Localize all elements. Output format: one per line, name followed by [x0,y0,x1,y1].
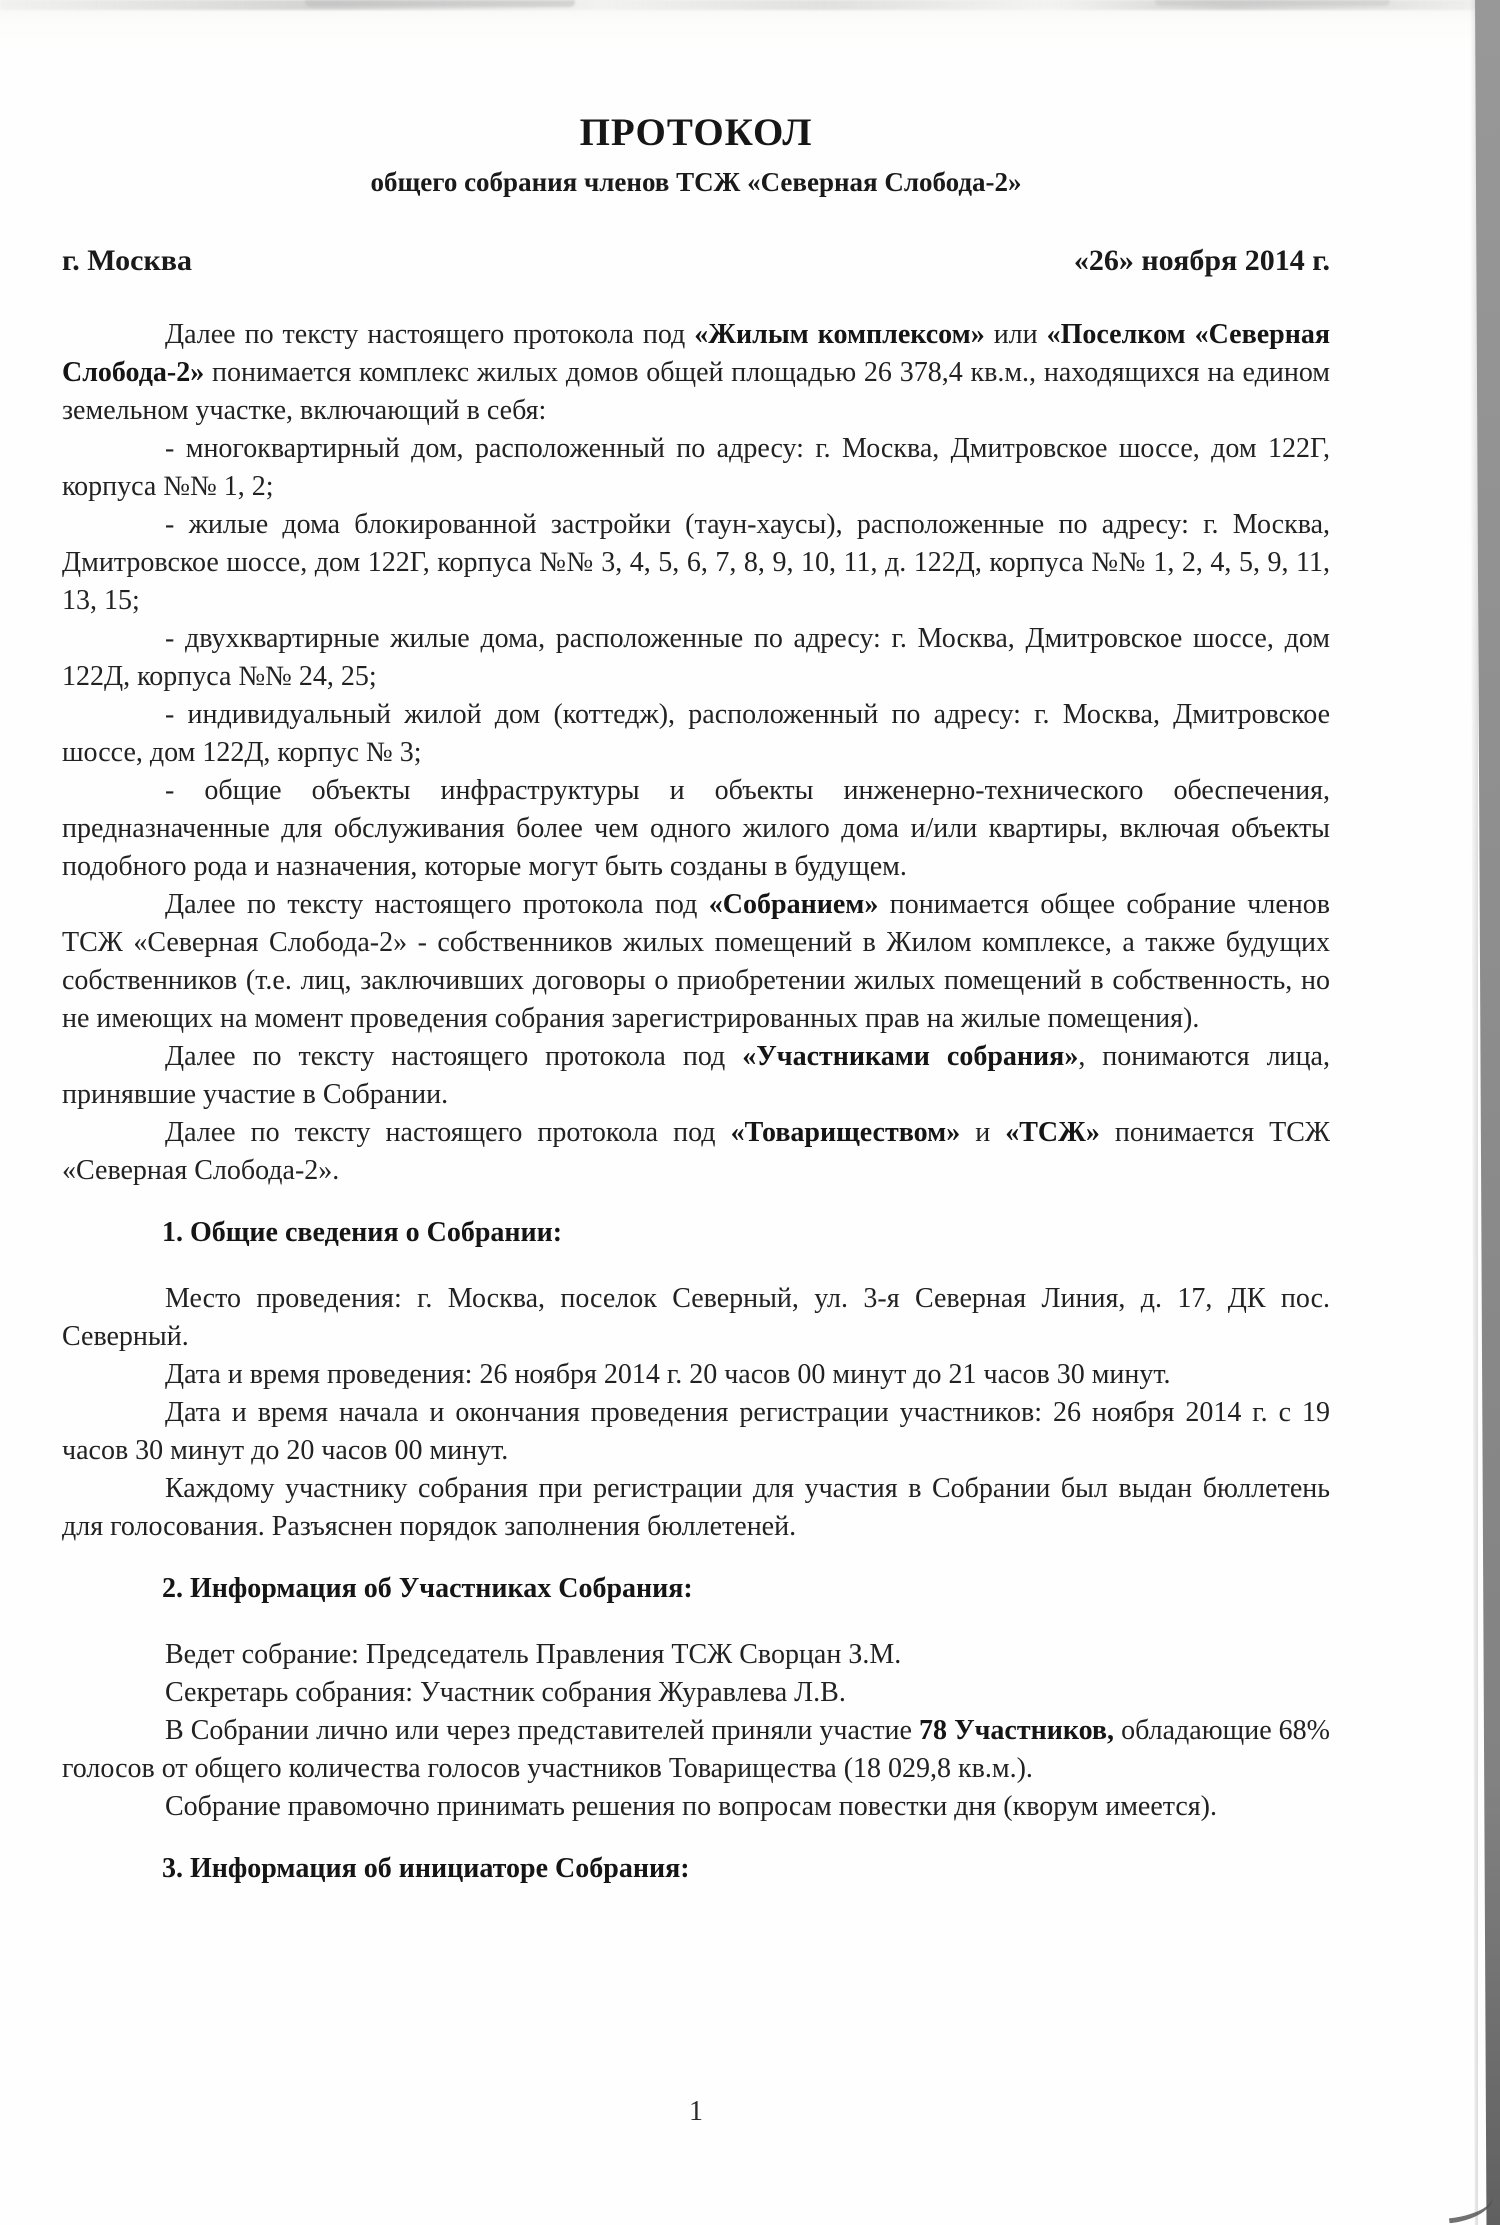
paragraph [62,1280,1330,1356]
paragraph [62,772,1330,886]
paragraph [62,886,1330,1038]
text-run: - жилые дома блокированной застройки (таун-хаусы), расположенные по адресу: г. Москва, Дмитровское шоссе, дом 122Г, корпуса №№ 3, 4, 5, 6, 7, 8, 9, 10, 11, д. 122Д, корпуса №№ 1, 2, 4, 5, 9, 11, 13, 15; [62,509,1330,616]
paragraph [62,696,1330,772]
paragraph [62,316,1330,430]
text-run: 1. Общие сведения о Собрании: [162,1217,563,1248]
document-content [62,0,1330,1916]
text-run: - индивидуальный жилой дом (коттедж), расположенный по адресу: г. Москва, Дмитровское шоссе, дом 122Д, корпус № 3; [62,699,1330,768]
paragraph [62,1114,1330,1190]
text-run: Каждому участнику собрания при регистрации для участия в Собрании был выдан бюллетень для голосования. Разъяснен порядок заполнения бюллетеней. [62,1473,1330,1542]
text-run: понимается ТСЖ «Северная Слобода-2». [62,1117,1330,1186]
text-run: Секретарь собрания: Участник собрания Журавлева Л.В. [165,1677,846,1708]
text-run: или [984,319,1047,350]
text-run: Далее по тексту настоящего протокола под [165,889,709,920]
text-run: понимается комплекс жилых домов общей площадью 26 378,4 кв.м., находящихся на едином земельном участке, включающий в себя: [62,357,1330,426]
text-run: «ТСЖ» [1005,1117,1100,1148]
text-run: 3. Информация об инициаторе Собрания: [162,1853,690,1884]
document-title: ПРОТОКОЛ [579,111,813,154]
text-run: обладающие 68% голосов от общего количества голосов участников Товарищества (18 029,8 кв.м.). [62,1715,1330,1784]
text-run: Далее по тексту настоящего протокола под [165,319,695,350]
paragraph [62,620,1330,696]
text-run: «Товариществом» [730,1117,961,1148]
text-run: 78 Участников, [919,1715,1115,1746]
paragraph [62,1712,1330,1788]
paragraph [62,1636,1330,1674]
document-city: г. Москва [62,244,192,277]
text-run: Место проведения: г. Москва, поселок Северный, ул. 3-я Северная Линия, д. 17, ДК пос. Северный. [62,1283,1330,1352]
document-subtitle: общего собрания членов ТСЖ «Северная Слобода-2» [370,167,1022,197]
text-run: Дата и время начала и окончания проведения регистрации участников: 26 ноября 2014 г. с 19 часов 30 минут до 20 часов 00 минут. [62,1397,1330,1466]
paragraph [62,506,1330,620]
document-body [62,316,1330,1888]
document-date: «26» ноября 2014 г. [1073,244,1330,277]
place-date-row [62,244,1330,278]
text-run: - двухквартирные жилые дома, расположенные по адресу: г. Москва, Дмитровское шоссе, дом 122Д, корпуса №№ 24, 25; [62,623,1330,692]
text-run: «Жилым комплексом» [694,319,985,350]
text-run: «Участниками собрания» [742,1041,1079,1072]
page-number: 1 [689,2096,703,2127]
text-run: Ведет собрание: Председатель Правления ТСЖ Сворцан З.М. [165,1639,902,1670]
paragraph [62,1674,1330,1712]
text-run: В Собрании лично или через представителей приняли участие [165,1715,920,1746]
text-run: Дата и время проведения: 26 ноября 2014 г. 20 часов 00 минут до 21 часов 30 минут. [165,1359,1171,1390]
paragraph [62,1038,1330,1114]
text-run: «Поселком «Северная Слобода-2» [62,319,1330,388]
text-run: 2. Информация об Участниках Собрания: [162,1573,693,1604]
paragraph [62,1356,1330,1394]
text-run: и [960,1117,1006,1148]
section-heading [62,1570,1330,1608]
paragraph [62,1788,1330,1826]
text-run: , понимаются лица, принявшие участие в Собрании. [62,1041,1330,1110]
paragraph [62,430,1330,506]
text-run: Собрание правомочно принимать решения по вопросам повестки дня (кворум имеется). [165,1791,1217,1822]
text-run: понимается общее собрание членов ТСЖ «Северная Слобода-2» - собственников жилых помещений в Жилом комплексе, а также будущих собственников (т.е. лиц, заключивших договоры о приобретении жилых помещений в собственность, но не имеющих на момент проведения собрания зарегистрированных прав на жилые помещения). [62,889,1330,1034]
text-run: «Собранием» [708,889,879,920]
paragraph [62,1394,1330,1470]
section-heading [62,1214,1330,1252]
paragraph [62,1470,1330,1546]
text-run: - многоквартирный дом, расположенный по адресу: г. Москва, Дмитровское шоссе, дом 122Г, корпуса №№ 1, 2; [62,433,1330,502]
text-run: Далее по тексту настоящего протокола под [165,1117,731,1148]
section-heading [62,1850,1330,1888]
text-run: - общие объекты инфраструктуры и объекты инженерно-технического обеспечения, предназначенные для обслуживания более чем одного жилого дома и/или квартиры, включая объекты подобного рода и назначения, которые могут быть созданы в будущем. [62,775,1330,882]
text-run: Далее по тексту настоящего протокола под [165,1041,743,1072]
